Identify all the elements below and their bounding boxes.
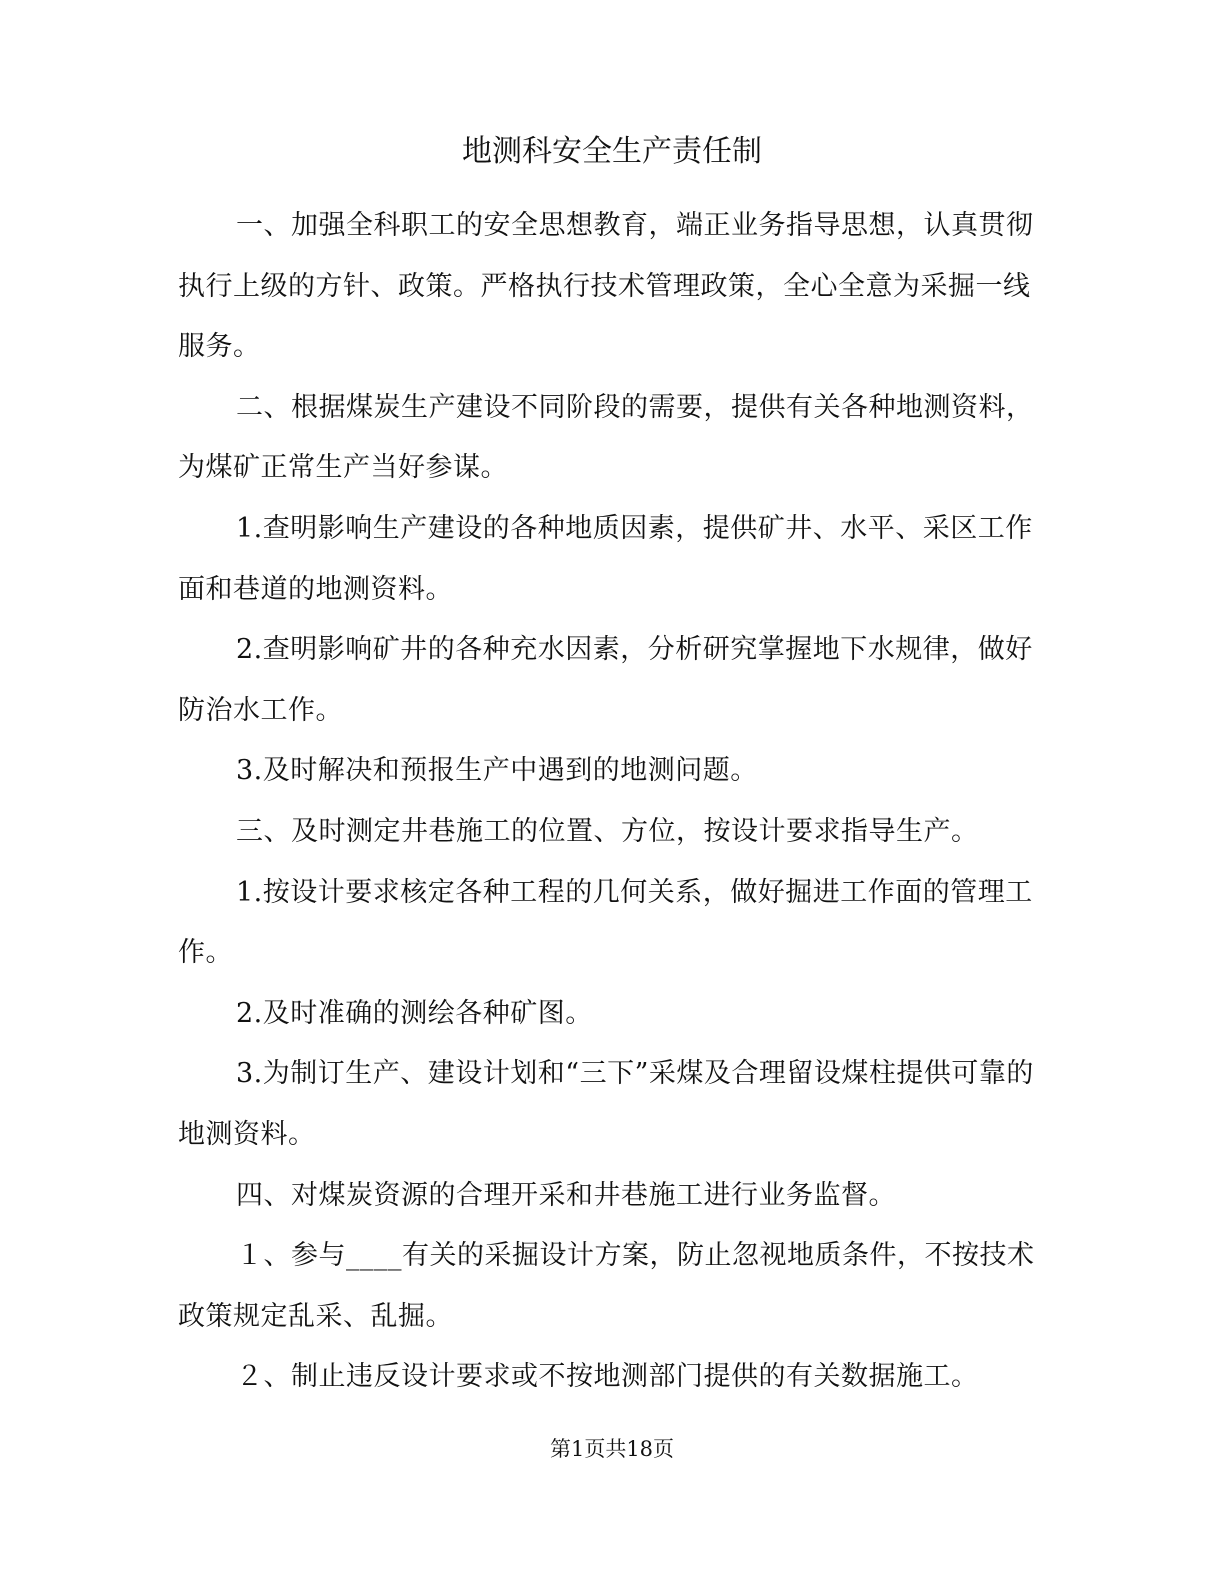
paragraph-section-1: 一、加强全科职工的安全思想教育，端正业务指导思想，认真贯彻执行上级的方针、政策。严格执行技术管理政策，全心全意为采掘一线服务。: [178, 210, 1034, 363]
paragraph-item-3-2: 2.及时准确的测绘各种矿图。: [236, 997, 593, 1029]
paragraph-item-2-1: 1.查明影响生产建设的各种地质因素，提供矿井、水平、采区工作面和巷道的地测资料。: [178, 512, 1033, 605]
paragraph-section-2: 二、根据煤炭生产建设不同阶段的需要，提供有关各种地测资料，为煤矿正常生产当好参谋。: [178, 391, 1034, 484]
paragraph-section-4: 四、对煤炭资源的合理开采和井巷施工进行业务监督。: [236, 1179, 896, 1211]
paragraph-item-4-1: １、参与____有关的采掘设计方案，防止忽视地质条件，不按技术政策规定乱采、乱掘。: [178, 1240, 1035, 1332]
paragraph-item-3-3: 3.为制订生产、建设计划和“三下”采煤及合理留设煤柱提供可靠的地测资料。: [178, 1058, 1034, 1150]
paragraph-item-4-2: ２、制止违反设计要求或不按地测部门提供的有关数据施工。: [236, 1361, 979, 1393]
paragraph-item-2-3: 3.及时解决和预报生产中遇到的地测问题。: [236, 755, 758, 787]
paragraph-item-3-1: 1.按设计要求核定各种工程的几何关系，做好掘进工作面的管理工作。: [178, 876, 1033, 969]
page-number-footer: 第1页共18页: [549, 1437, 675, 1461]
paragraph-section-3: 三、及时测定井巷施工的位置、方位，按设计要求指导生产。: [236, 815, 979, 847]
paragraph-item-2-2: 2.查明影响矿井的各种充水因素，分析研究掌握地下水规律，做好防治水工作。: [178, 634, 1033, 726]
document-body: [178, 196, 1048, 1408]
document-title: 地测科安全生产责任制: [462, 134, 762, 169]
